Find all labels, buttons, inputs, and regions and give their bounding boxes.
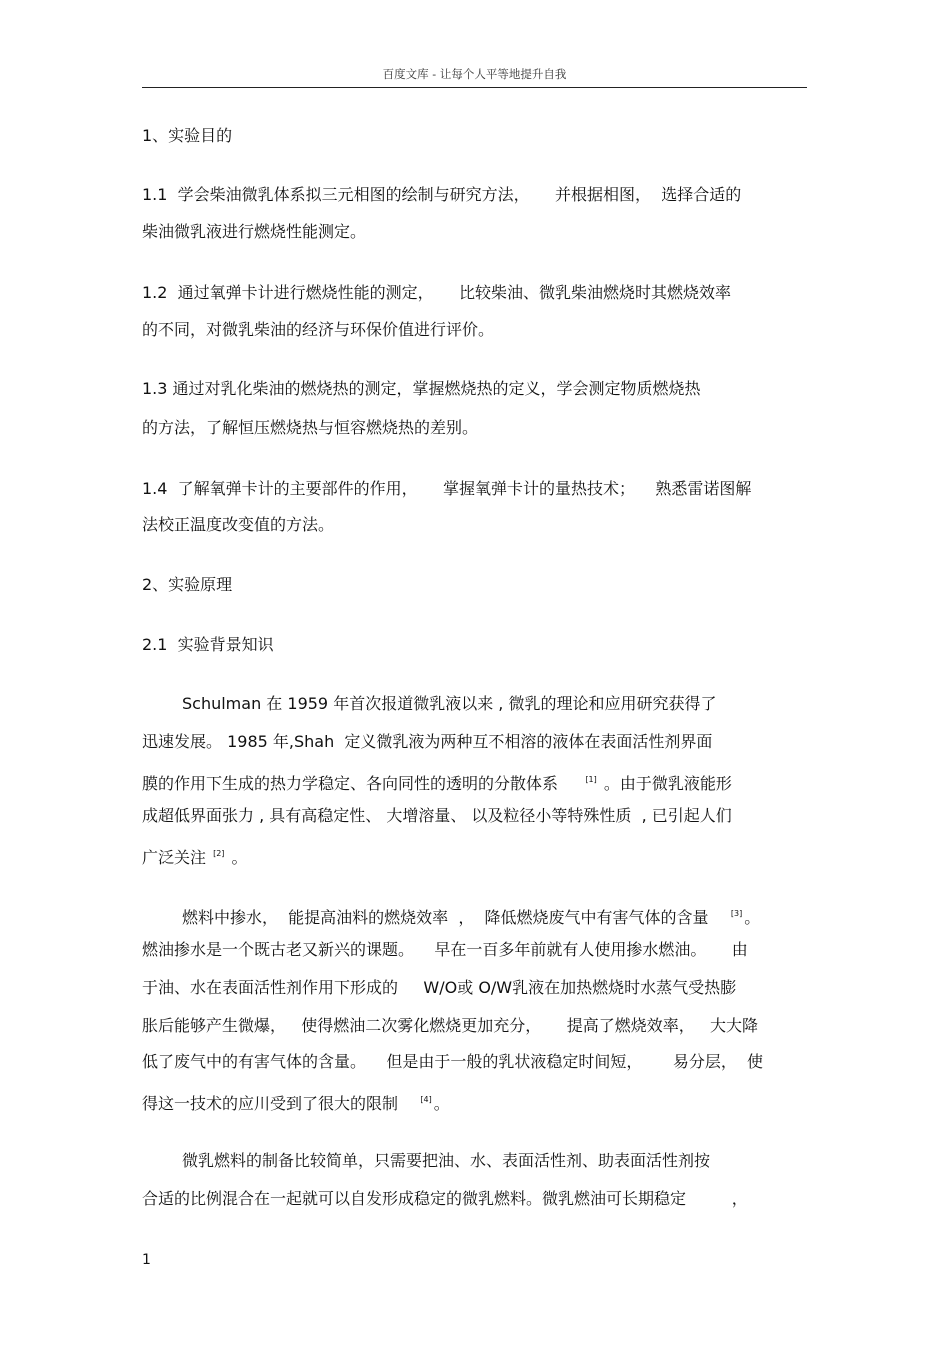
para-1-4-line-1: 1.4 了解氧弹卡计的主要部件的作用， 掌握氧弹卡计的量热技术； 熟悉雷诺图解 [142,479,752,498]
citation-2: [2] [213,849,225,858]
para-a-line-4: 成超低界面张力 , 具有高稳定性、 大增溶量、 以及粒径小等特殊性质 , 已引起人们 [142,806,732,825]
para-a-line-5 [142,844,248,867]
subsection-2-1-title: 2.1 实验背景知识 [142,635,274,654]
para-b-line-4: 胀后能够产生微爆， 使得燃油二次雾化燃烧更加充分， 提高了燃烧效率， 大大降 [142,1016,758,1035]
para-a-line-1: Schulman 在 1959 年首次报道微乳液以来 , 微乳的理论和应用研究获得了 [182,694,717,713]
para-a-line-3-text: 膜的作用下生成的热力学稳定、各向同性的透明的分散体系 [142,774,584,793]
para-c-line-2: 合适的比例混合在一起就可以自发形成稳定的微乳燃料。微乳燃油可长期稳定 ， [142,1189,748,1208]
para-a-line-2: 迅速发展。 1985 年,Shah 定义微乳液为两种互不相溶的液体在表面活性剂界面 [142,732,713,751]
para-1-2-line-2: 的不同，对微乳柴油的经济与环保价值进行评价。 [142,320,495,339]
para-1-3-line-1: 1.3 通过对乳化柴油的燃烧热的测定，掌握燃烧热的定义，学会测定物质燃烧热 [142,379,701,398]
para-b-line-1 [182,904,761,927]
citation-4: [4] [420,1095,432,1104]
para-1-4-line-2: 法校正温度改变值的方法。 [142,515,335,534]
para-1-2-line-1: 1.2 通过氧弹卡计进行燃烧性能的测定， 比较柴油、微乳柴油燃烧时其燃烧效率 [142,283,732,302]
para-c-line-1: 微乳燃料的制备比较简单，只需要把油、水、表面活性剂、助表面活性剂按 [182,1151,711,1170]
citation-1: [1] [585,775,597,784]
section-2-title: 2、实验原理 [142,575,233,594]
para-1-3-line-2: 的方法，了解恒压燃烧热与恒容燃烧热的差别。 [142,418,479,437]
para-a-line-5-text: 广泛关注 [142,848,212,867]
citation-3: [3] [730,909,743,918]
para-a-line-3 [142,770,732,793]
para-b-line-6 [142,1090,450,1113]
para-a-line-3-tail: 。由于微乳液能形 [598,774,732,793]
header-rule [142,87,807,88]
para-1-1-line-2: 柴油微乳液进行燃烧性能测定。 [142,222,367,241]
para-a-line-5-tail: 。 [226,848,248,867]
para-b-line-2: 燃油掺水是一个既古老又新兴的课题。 早在一百多年前就有人使用掺水燃油。 由 [142,940,748,959]
para-1-1-line-1: 1.1 学会柴油微乳体系拟三元相图的绘制与研究方法， 并根据相图， 选择合适的 [142,185,742,204]
page-number: 1 [142,1252,151,1268]
page-header: 百度文库 - 让每个人平等地提升自我 [382,67,567,81]
para-b-line-1-text: 燃料中掺水， 能提高油料的燃烧效率 ， 降低燃烧废气中有害气体的含量 [182,908,729,927]
para-b-line-3: 于油、水在表面活性剂作用下形成的 W/O或 O/W乳液在加热燃烧时水蒸气受热膨 [142,978,737,997]
para-b-line-6-text: 得这一技术的应川受到了很大的限制 [142,1094,419,1113]
para-b-line-5: 低了废气中的有害气体的含量。 但是由于一般的乳状液稳定时间短， 易分层， 使 [142,1052,764,1071]
para-b-line-1-tail: 。 [744,908,761,927]
para-b-line-6-tail: 。 [433,1094,450,1113]
section-1-title: 1、实验目的 [142,126,233,145]
